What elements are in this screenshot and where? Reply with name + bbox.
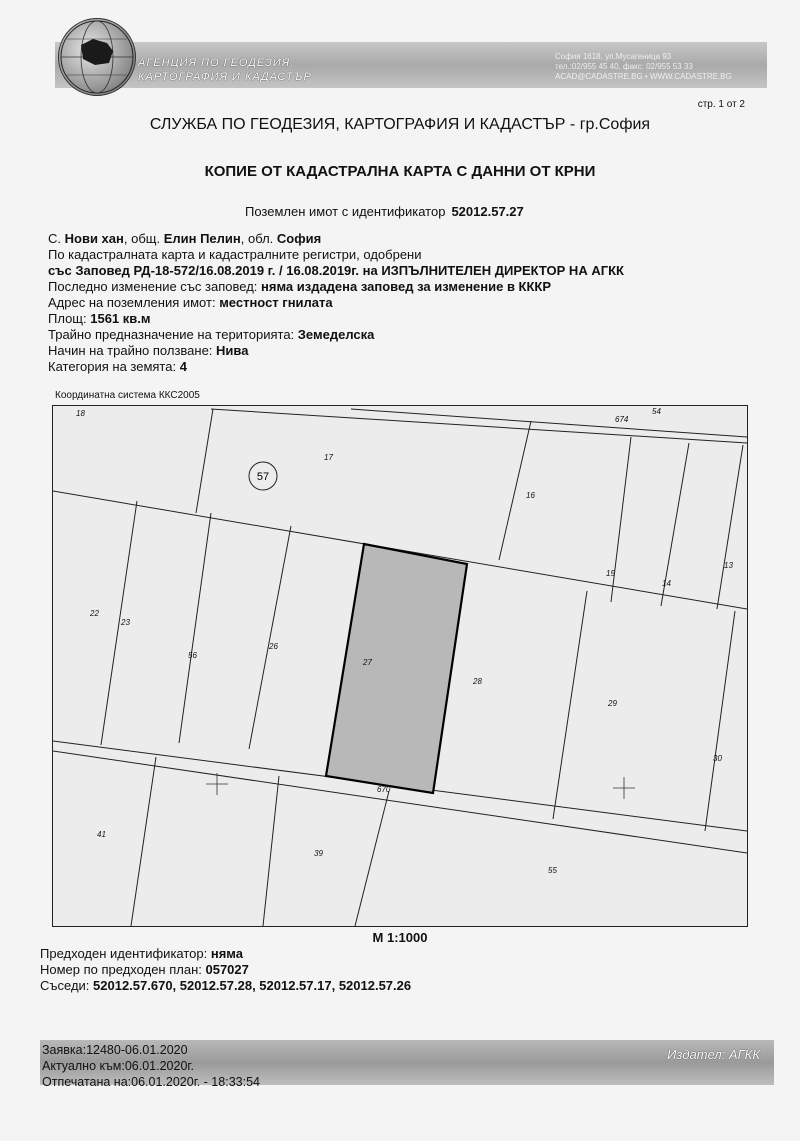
address-line bbox=[48, 295, 333, 311]
usage-label: Начин на трайно ползване: bbox=[48, 343, 217, 358]
agency-name-line1: АГЕНЦИЯ ПО ГЕОДЕЗИЯ, bbox=[138, 57, 295, 69]
contact-address: София 1618, ул.Мусагеница 93 bbox=[555, 52, 672, 61]
village: Нови хан bbox=[64, 231, 124, 246]
purpose-value: Земеделска bbox=[297, 327, 375, 342]
publisher: Издател: АГКК bbox=[667, 1047, 760, 1062]
page-number: стр. 1 от 2 bbox=[697, 99, 745, 110]
agency-name bbox=[138, 56, 312, 84]
grid-cross-marker-2 bbox=[613, 777, 635, 799]
location-line bbox=[48, 231, 321, 247]
parcel-label-18: 18 bbox=[76, 409, 85, 418]
block-number: 57 bbox=[256, 471, 270, 483]
document-title: КОПИЕ ОТ КАДАСТРАЛНА КАРТА С ДАННИ ОТ КРНИ bbox=[204, 163, 596, 180]
agency-contacts bbox=[555, 52, 732, 82]
parcel-label-13: 13 bbox=[724, 561, 733, 570]
agency-name-line2: КАРТОГРАФИЯ И КАДАСТЪР bbox=[138, 71, 312, 83]
parcel-label-670: 670 bbox=[377, 785, 391, 794]
cadastral-map bbox=[52, 405, 748, 927]
parcel-label-29: 29 bbox=[608, 699, 617, 708]
region: София bbox=[276, 231, 322, 246]
current-as-of: Актуално към:06.01.2020г. bbox=[42, 1059, 194, 1073]
municipality-label: , общ. bbox=[123, 231, 164, 246]
previous-id-line bbox=[40, 945, 243, 962]
service-title: СЛУЖБА ПО ГЕОДЕЗИЯ, КАРТОГРАФИЯ И КАДАСТЪР - гр.София bbox=[149, 116, 651, 133]
neighbors-label: Съседи: bbox=[40, 978, 94, 993]
neighbors-value: 52012.57.670, 52012.57.28, 52012.57.17, 52012.57.26 bbox=[93, 978, 412, 993]
identifier-line bbox=[245, 204, 524, 219]
parcel-label-17: 17 bbox=[324, 453, 333, 462]
usage-value: Нива bbox=[216, 343, 249, 358]
road-674-line-2 bbox=[351, 409, 747, 437]
last-change-label: Последно изменение със заповед: bbox=[48, 279, 262, 294]
category-line bbox=[48, 359, 187, 375]
last-change-value: няма издадена заповед за изменение в КККР bbox=[261, 279, 552, 294]
parcel-label-30: 30 bbox=[713, 754, 722, 763]
approval-line: По кадастралната карта и кадастралните регистри, одобрени bbox=[48, 247, 422, 262]
printed-at: Отпечатана на:06.01.2020г. - 18:33:54 bbox=[42, 1075, 260, 1089]
region-label: , обл. bbox=[240, 231, 277, 246]
previous-plan-value: 057027 bbox=[205, 962, 249, 977]
usage-line bbox=[48, 343, 248, 359]
road-674-line bbox=[211, 409, 747, 443]
area-line bbox=[48, 311, 151, 327]
coordinate-system-label: Координатна система ККС2005 bbox=[55, 390, 200, 401]
parcel-label-39: 39 bbox=[314, 849, 323, 858]
previous-plan-line bbox=[40, 961, 249, 978]
identifier-label: Поземлен имот с идентификатор bbox=[245, 204, 446, 219]
parcel-label-41: 41 bbox=[97, 830, 106, 839]
previous-id-label: Предходен идентификатор: bbox=[40, 946, 211, 961]
area-value: 1561 кв.м bbox=[90, 311, 151, 326]
request-number: Заявка:12480-06.01.2020 bbox=[42, 1043, 188, 1057]
order-line: със Заповед РД-18-572/16.08.2019 г. / 16.08.2019г. на ИЗПЪЛНИТЕЛЕН ДИРЕКТОР НА АГКК bbox=[48, 263, 624, 278]
parcel-label-14: 14 bbox=[662, 579, 671, 588]
purpose-line bbox=[48, 327, 374, 343]
previous-plan-label: Номер по предходен план: bbox=[40, 962, 206, 977]
parcel-label-56: 56 bbox=[188, 651, 197, 660]
municipality: Елин Пелин bbox=[163, 231, 241, 246]
parcel-label-15: 15 bbox=[606, 569, 615, 578]
previous-id-value: няма bbox=[210, 946, 243, 961]
parcel-label-55: 55 bbox=[548, 866, 557, 875]
neighbors-line bbox=[40, 977, 411, 994]
subject-parcel-27 bbox=[326, 544, 467, 793]
last-change-line bbox=[48, 279, 551, 295]
parcel-label-674: 674 bbox=[615, 415, 629, 424]
agency-logo-icon bbox=[58, 18, 136, 96]
address-label: Адрес на поземления имот: bbox=[48, 295, 220, 310]
category-label: Категория на земята: bbox=[48, 359, 180, 374]
contact-phone: тел.:02/955 45 40, факс: 02/955 53 33 bbox=[555, 62, 693, 71]
parcel-label-23: 23 bbox=[121, 618, 130, 627]
parcel-label-16: 16 bbox=[526, 491, 535, 500]
purpose-label: Трайно предназначение на територията: bbox=[48, 327, 298, 342]
address-value: местност гнилата bbox=[219, 295, 333, 310]
parcel-label-22: 22 bbox=[90, 609, 99, 618]
area-label: Площ: bbox=[48, 311, 91, 326]
parcel-label-54: 54 bbox=[652, 407, 661, 416]
parcel-label-26: 26 bbox=[269, 642, 278, 651]
identifier-value: 52012.57.27 bbox=[451, 204, 524, 219]
contact-email: ACAD@CADASTRE.BG • WWW.CADASTRE.BG bbox=[555, 72, 732, 81]
parcel-label-28: 28 bbox=[473, 677, 482, 686]
location-prefix: С. bbox=[48, 231, 65, 246]
map-scale: М 1:1000 bbox=[372, 930, 428, 945]
category-value: 4 bbox=[179, 359, 187, 374]
parcel-label-27: 27 bbox=[363, 658, 372, 667]
